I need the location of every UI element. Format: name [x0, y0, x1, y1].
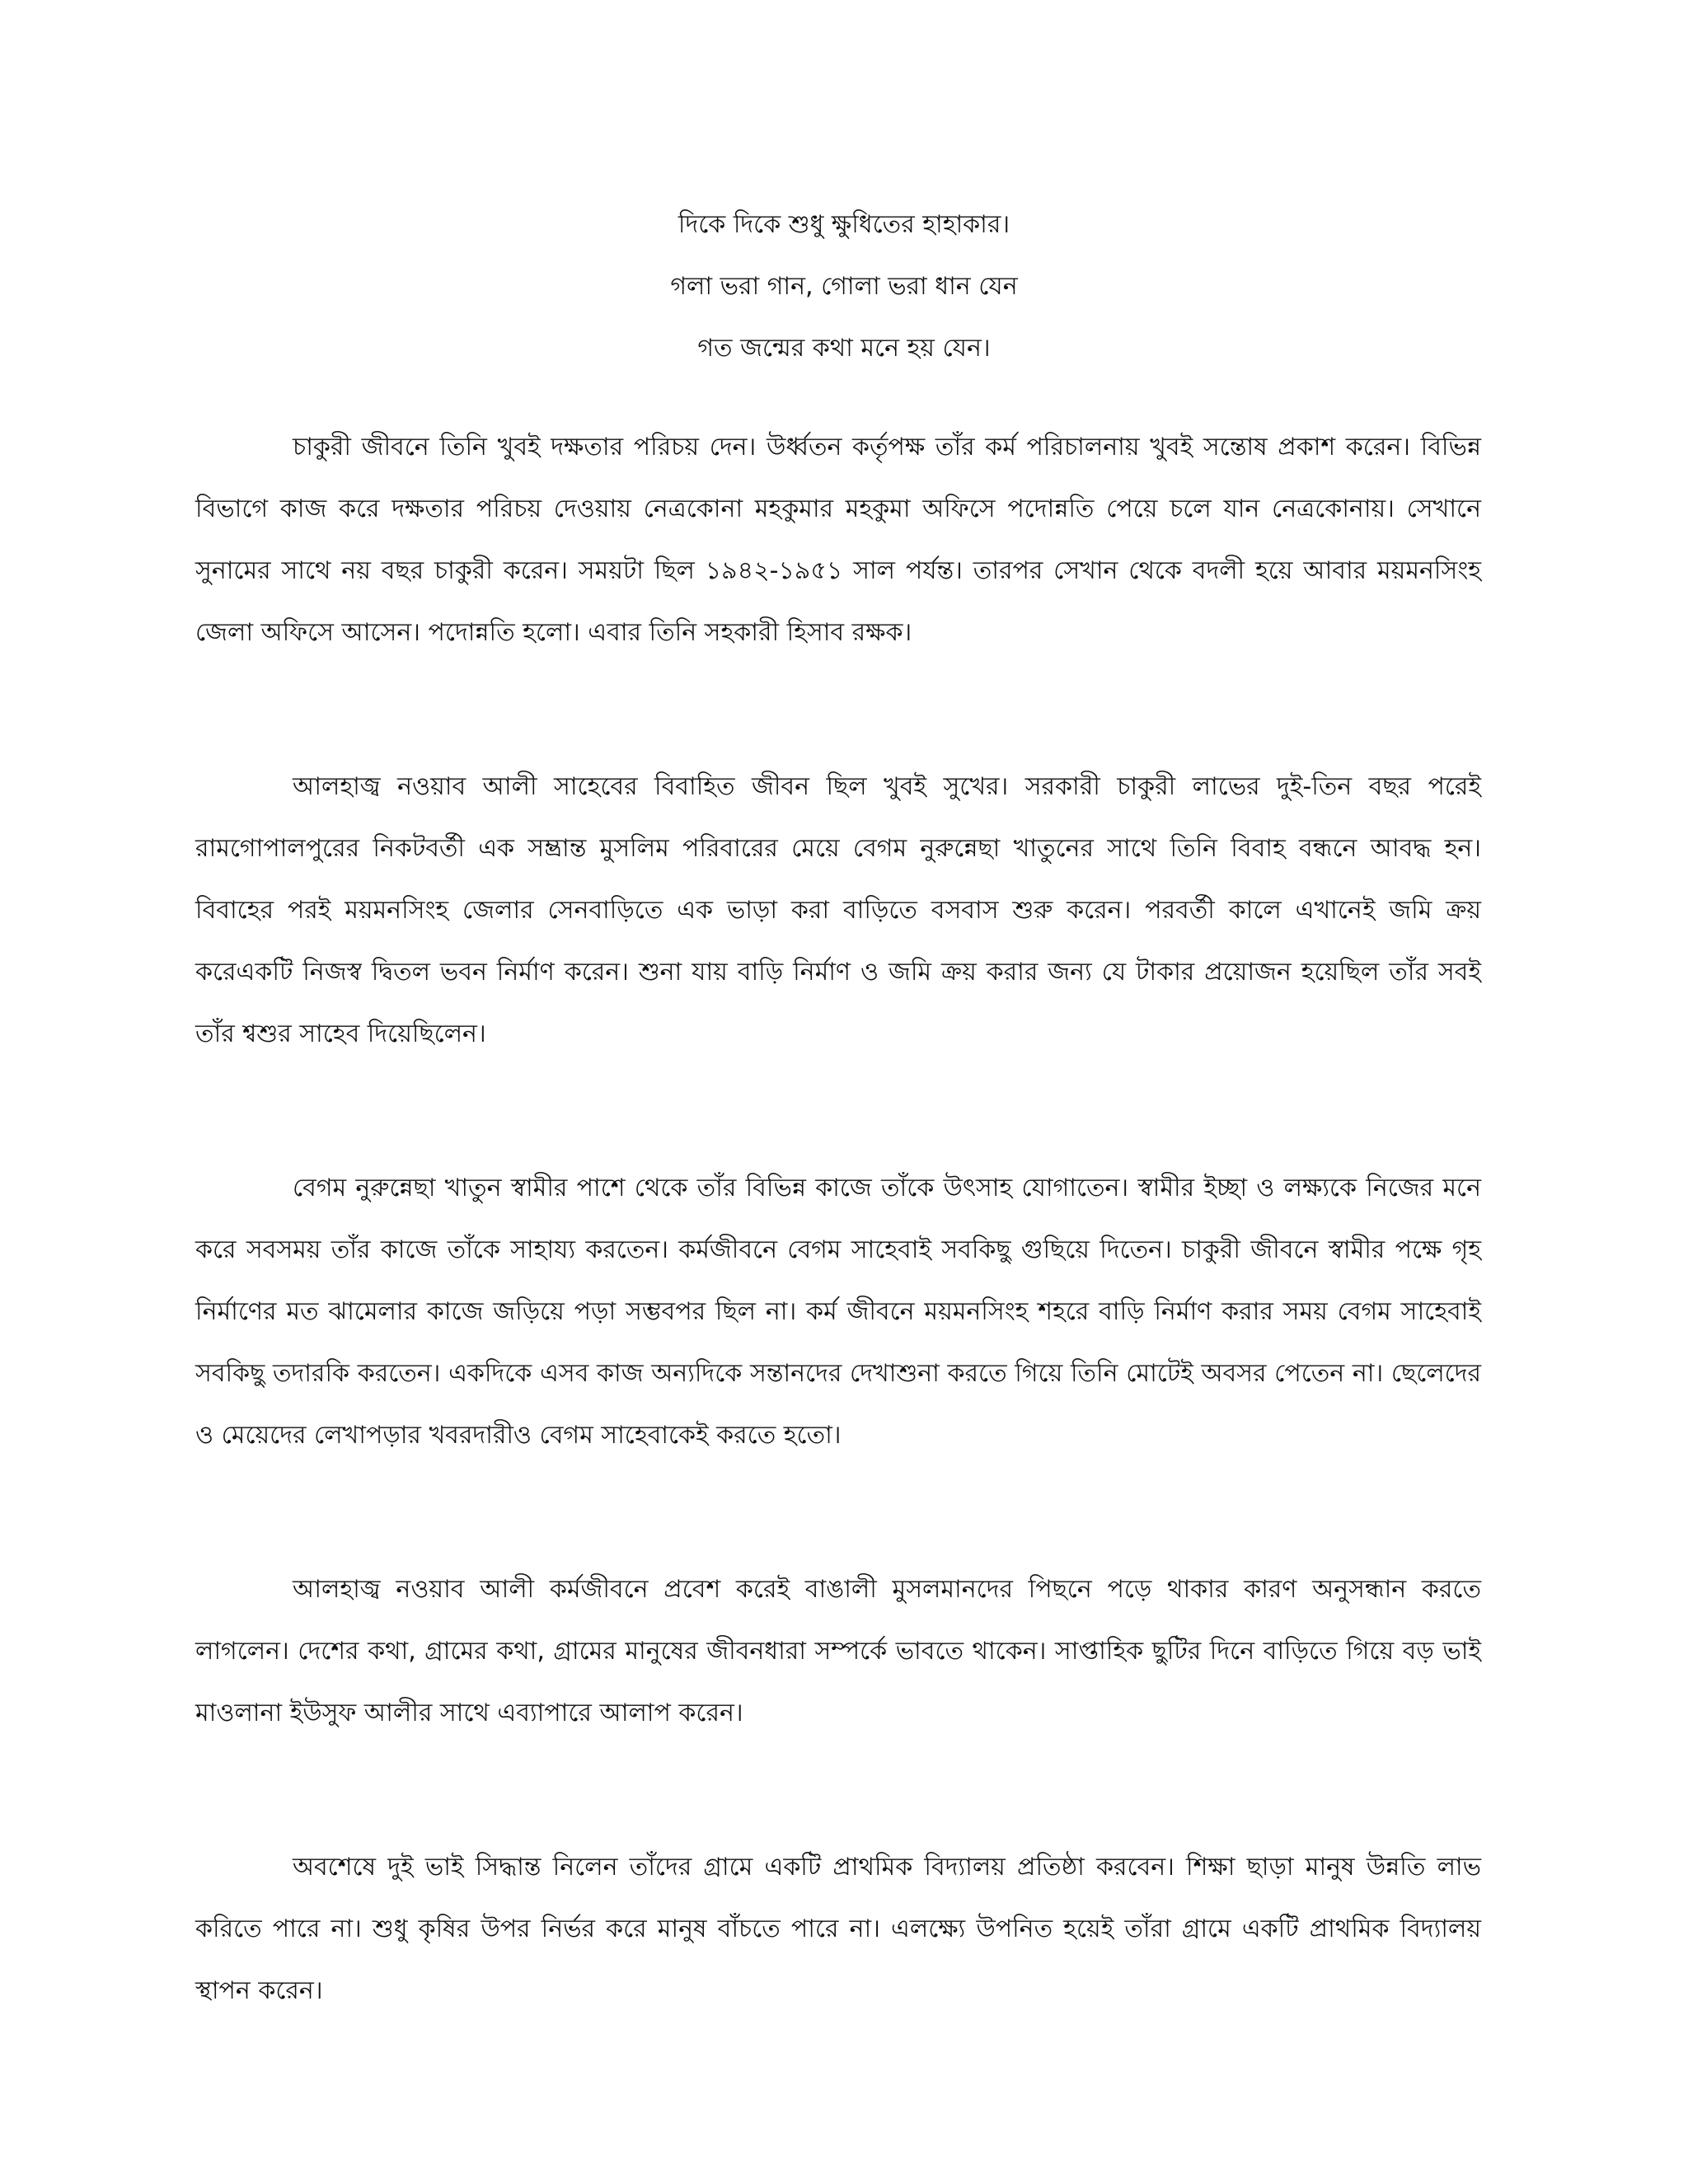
paragraph-school: অবশেষে দুই ভাই সিদ্ধান্ত নিলেন তাঁদের গ্রামে একটি প্রাথমিক বিদ্যালয় প্রতিষ্ঠা করবেন। শিক্ষা ছাড়া মানুষ উন্নতি লাভ করিতে পারে না। শুধু কৃষির উপর নির্ভর করে মানুষ বাঁচতে পারে না। এলক্ষ্যে উপনিত হয়েই তাঁরা গ্রামে একটি প্রাথমিক বিদ্যালয় স্থাপন করেন।	[195, 1853, 1481, 2005]
poem-stanza	[0, 194, 1688, 379]
poem-line-1: দিকে দিকে শুধু ক্ষুধিতের হাহাকার।	[678, 210, 1010, 239]
body-text	[195, 416, 1481, 2114]
paragraph-marriage: আলহাজ্ব নওয়াব আলী সাহেবের বিবাহিত জীবন ছিল খুবই সুখের। সরকারী চাকুরী লাভের দুই-তিন বছর পরেই রামগোপালপুরের নিকটবর্তী এক সম্ভ্রান্ত মুসলিম পরিবারের মেয়ে বেগম নুরুন্নেছা খাতুনের সাথে তিনি বিবাহ বন্ধনে আবদ্ধ হন। বিবাহের পরই ময়মনসিংহ জেলার সেনবাড়িতে এক ভাড়া করা বাড়িতে বসবাস শুরু করেন। পরবর্তী কালে এখানেই জমি ক্রয় করেএকটি নিজস্ব দ্বিতল ভবন নির্মাণ করেন। শুনা যায় বাড়ি নির্মাণ ও জমি ক্রয় করার জন্য যে টাকার প্রয়োজন হয়েছিল তাঁর সবই তাঁর শ্বশুর সাহেব দিয়েছিলেন।	[195, 772, 1481, 1048]
poem-line-2: গলা ভরা গান, গোলা ভরা ধান যেন	[670, 272, 1018, 301]
paragraph-wife-support: বেগম নুরুন্নেছা খাতুন স্বামীর পাশে থেকে তাঁর বিভিন্ন কাজে তাঁকে উৎসাহ যোগাতেন। স্বামীর ইচ্ছা ও লক্ষ্যকে নিজের মনে করে সবসময় তাঁর কাজে তাঁকে সাহায্য করতেন। কর্মজীবনে বেগম সাহেবাই সবকিছু গুছিয়ে দিতেন। চাকুরী জীবনে স্বামীর পক্ষে গৃহ নির্মাণের মত ঝামেলার কাজে জড়িয়ে পড়া সম্ভবপর ছিল না। কর্ম জীবনে ময়মনসিংহ শহরে বাড়ি নির্মাণ করার সময় বেগম সাহেবাই সবকিছু তদারকি করতেন। একদিকে এসব কাজ অন্যদিকে সন্তানদের দেখাশুনা করতে গিয়ে তিনি মোটেই অবসর পেতেন না। ছেলেদের ও মেয়েদের লেখাপড়ার খবরদারীও বেগম সাহেবাকেই করতে হতো।	[195, 1174, 1481, 1450]
paragraph-career: চাকুরী জীবনে তিনি খুবই দক্ষতার পরিচয় দেন। উর্ধ্বতন কর্তৃপক্ষ তাঁর কর্ম পরিচালনায় খুবই সন্তোষ প্রকাশ করেন। বিভিন্ন বিভাগে কাজ করে দক্ষতার পরিচয় দেওয়ায় নেত্রকোনা মহকুমার মহকুমা অফিসে পদোন্নতি পেয়ে চলে যান নেত্রকোনায়। সেখানে সুনামের সাথে নয় বছর চাকুরী করেন। সময়টা ছিল ১৯৪২-১৯৫১ সাল পর্যন্ত। তারপর সেখান থেকে বদলী হয়ে আবার ময়মনসিংহ জেলা অফিসে আসেন। পদোন্নতি হলো। এবার তিনি সহকারী হিসাব রক্ষক।	[195, 433, 1481, 647]
paragraph-inquiry: আলহাজ্ব নওয়াব আলী কর্মজীবনে প্রবেশ করেই বাঙালী মুসলমানদের পিছনে পড়ে থাকার কারণ অনুসন্ধান করতে লাগলেন। দেশের কথা, গ্রামের কথা, গ্রামের মানুষের জীবনধারা সম্পর্কে ভাবতে থাকেন। সাপ্তাহিক ছুটির দিনে বাড়িতে গিয়ে বড় ভাই মাওলানা ইউসুফ আলীর সাথে এব্যাপারে আলাপ করেন।	[195, 1575, 1481, 1727]
poem-line-3: গত জন্মের কথা মনে হয় যেন।	[697, 334, 991, 363]
